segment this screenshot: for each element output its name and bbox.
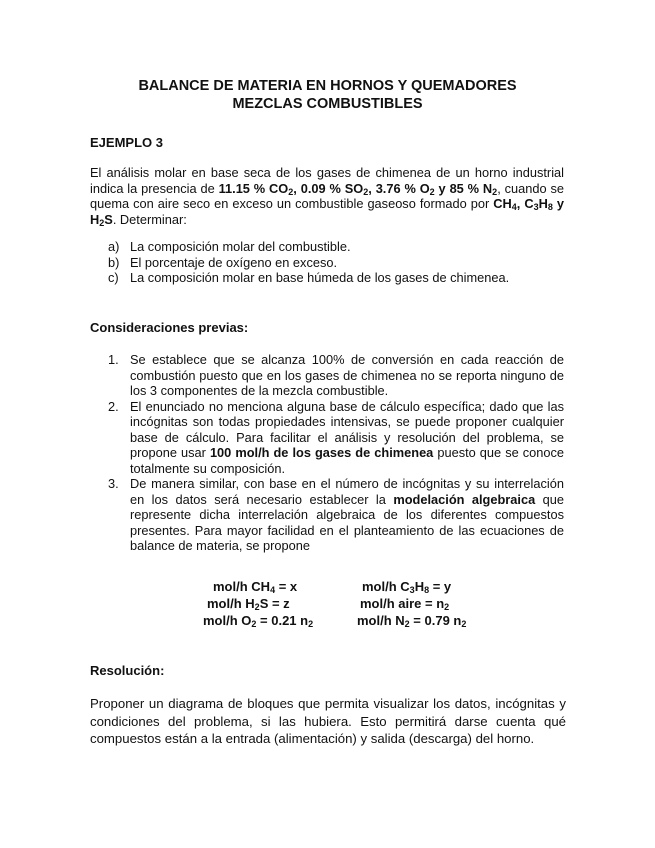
page-title-line1: BALANCE DE MATERIA EN HORNOS Y QUEMADORES bbox=[138, 78, 517, 94]
list-item: 1. Se establece que se alcanza 100% de conversión en cada reacción de combustión puesto que en los gases de chimenea no se reporta ninguno de los 3 componentes de la mezcla combustible. bbox=[108, 352, 564, 398]
equation-n2: mol/h $N_2 = 0.79$ $n_2$ bbox=[357, 613, 467, 629]
equation-h2s: mol/h $H_2S = z$ bbox=[207, 596, 290, 612]
list-item: c) La composición molar en base húmeda de los gases de chimenea. bbox=[108, 270, 510, 285]
list-item: a) La composición molar del combustible. bbox=[108, 239, 351, 254]
page-title-line2: MEZCLAS COMBUSTIBLES bbox=[232, 96, 423, 112]
equation-o2: mol/h $O_2 = 0.21$ $n_2$ bbox=[203, 613, 314, 629]
resolution-heading: Resolución: bbox=[90, 663, 165, 678]
equation-ch4: mol/h $CH_4 = x$ bbox=[213, 579, 298, 595]
considerations-heading: Consideraciones previas: bbox=[90, 320, 249, 335]
list-item: 2. El enunciado no menciona alguna base de cálculo específica; dado que las incógnitas son todas propiedades intensivas, se puede proponer cualquier base de cálculo. Para facilitar el análisis y resolución del problema, se propone usar 100 mol/h de los gases de chimenea puesto que se conoce totalmente su composición. bbox=[108, 398, 565, 476]
list-item: b) El porcentaje de oxígeno en exceso. bbox=[108, 254, 338, 270]
list-item: 3. De manera similar, con base en el número de incógnitas y su interrelación en los datos será necesario establecer la modelación algebraica que represente dicha interrelación algebraica de los diferentes compuestos presentes. Para mayor facilidad en el planteamiento de las ecuaciones de balance de materia, se propone bbox=[108, 476, 564, 553]
considerations-list bbox=[108, 352, 564, 554]
equation-air: mol/h aire = $n_2$ bbox=[360, 596, 450, 612]
equation-c3h8: mol/h $C_3H_8 = y$ bbox=[362, 579, 452, 595]
problem-statement: El análisis molar en base seca de los gases de chimenea de un horno industrial indica la presencia de 11.15 % $CO_2$, 0.09 % $SO_2$, 3.76 % $O_2$ y 85 % $N_2$, cuando se quema con aire seco en exceso un combustible gaseoso formado por $CH_4$, $C_3H_8$ y $H_2S$. Determinar: bbox=[90, 165, 564, 228]
example-heading: EJEMPLO 3 bbox=[90, 135, 163, 150]
task-list bbox=[108, 239, 568, 286]
resolution-text: Proponer un diagrama de bloques que permita visualizar los datos, incógnitas y condiciones del problema, si las hubiera. Esto permitirá darse cuenta qué compuestos están a la entrada (alimentación) y salida (descarga) del horno. bbox=[90, 696, 566, 746]
